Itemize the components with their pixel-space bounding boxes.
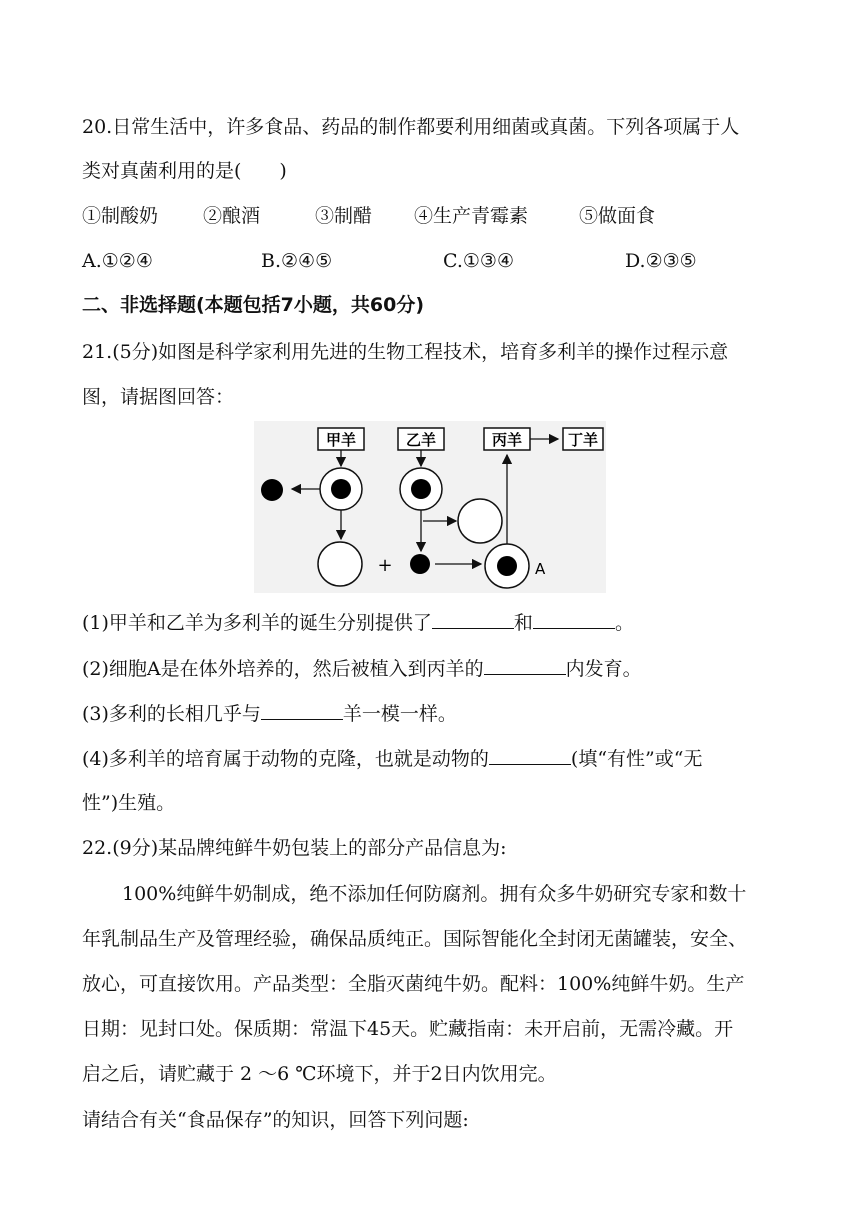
q20-option-d: D.②③⑤ [625, 250, 697, 272]
q22-para-5: 启之后，请贮藏于 2 ～6 ℃环境下，并于2日内饮用完。 [82, 1063, 557, 1085]
donor-nucleus [410, 554, 430, 574]
label-yi-box [398, 428, 444, 450]
q21-sub4-cont: 性”)生殖。 [82, 792, 176, 814]
plus-sign: + [377, 555, 393, 576]
label-jia-box [318, 428, 364, 450]
q22-para-4: 日期：见封口处。保质期：常温下45天。贮藏指南：未开启前，无需冷藏。开 [82, 1018, 734, 1040]
q21-sub2: (2)细胞A是在体外培养的，然后被植入到丙羊的 内发育。 [82, 654, 642, 683]
jia-nucleus [331, 479, 351, 499]
removed-nucleus [261, 479, 283, 501]
blank-2[interactable] [484, 654, 566, 675]
cell-a-label: A [535, 560, 546, 578]
enucleated-egg [318, 542, 362, 586]
q20-line1: 20.日常生活中，许多食品、药品的制作都要利用细菌或真菌。下列各项属于人 [82, 116, 740, 138]
yi-nucleus [411, 479, 431, 499]
q20-option-b: B.②④⑤ [261, 250, 333, 272]
q21-sub4: (4)多利羊的培育属于动物的克隆，也就是动物的 (填“有性”或“无 [82, 744, 702, 773]
q20-option-a: A.①②④ [82, 250, 153, 272]
blank-3[interactable] [261, 699, 343, 720]
blank-4[interactable] [489, 744, 571, 765]
label-bing: 丙羊 [491, 431, 523, 449]
q20-item-4: ④生产青霉素 [414, 205, 529, 227]
q22-para-2: 年乳制品生产及管理经验，确保品质纯正。国际智能化全封闭无菌罐装，安全、 [82, 928, 748, 950]
middle-cell [458, 499, 502, 543]
q22-para-3: 放心，可直接饮用。产品类型：全脂灭菌纯牛奶。配料：100%纯鲜牛奶。生产 [82, 973, 745, 995]
label-yi: 乙羊 [405, 431, 437, 449]
q22-para-1: 100%纯鲜牛奶制成，绝不添加任何防腐剂。拥有众多牛奶研究专家和数十 [122, 883, 747, 905]
label-bing-box [484, 428, 530, 450]
blank-1b[interactable] [533, 608, 615, 629]
cloning-diagram [254, 421, 606, 593]
q20-item-1: ①制酸奶 [82, 205, 159, 227]
q22-line1: 22.(9分)某品牌纯鲜牛奶包装上的部分产品信息为: [82, 837, 507, 859]
q20-option-c: C.①③④ [443, 250, 514, 272]
q20-item-5: ⑤做面食 [579, 205, 656, 227]
label-jia: 甲羊 [325, 431, 357, 449]
q20-line2: 类对真菌利用的是( ) [82, 160, 287, 182]
label-ding-box [563, 428, 603, 450]
label-ding: 丁羊 [567, 431, 599, 449]
q21-line2: 图，请据图回答： [82, 386, 235, 408]
blank-1a[interactable] [432, 608, 514, 629]
section-heading: 二、非选择题(本题包括7小题，共60分) [82, 294, 425, 316]
q22-prompt: 请结合有关“食品保存”的知识，回答下列问题: [82, 1109, 469, 1131]
cell-a-nucleus [497, 556, 517, 576]
q21-line1: 21.(5分)如图是科学家利用先进的生物工程技术，培育多利羊的操作过程示意 [82, 341, 729, 363]
q21-sub1: (1)甲羊和乙羊为多利羊的诞生分别提供了 和 。 [82, 608, 634, 637]
q20-item-2: ②酿酒 [203, 205, 261, 227]
q20-item-3: ③制醋 [315, 205, 373, 227]
q21-sub3: (3)多利的长相几乎与 羊一模一样。 [82, 699, 457, 728]
